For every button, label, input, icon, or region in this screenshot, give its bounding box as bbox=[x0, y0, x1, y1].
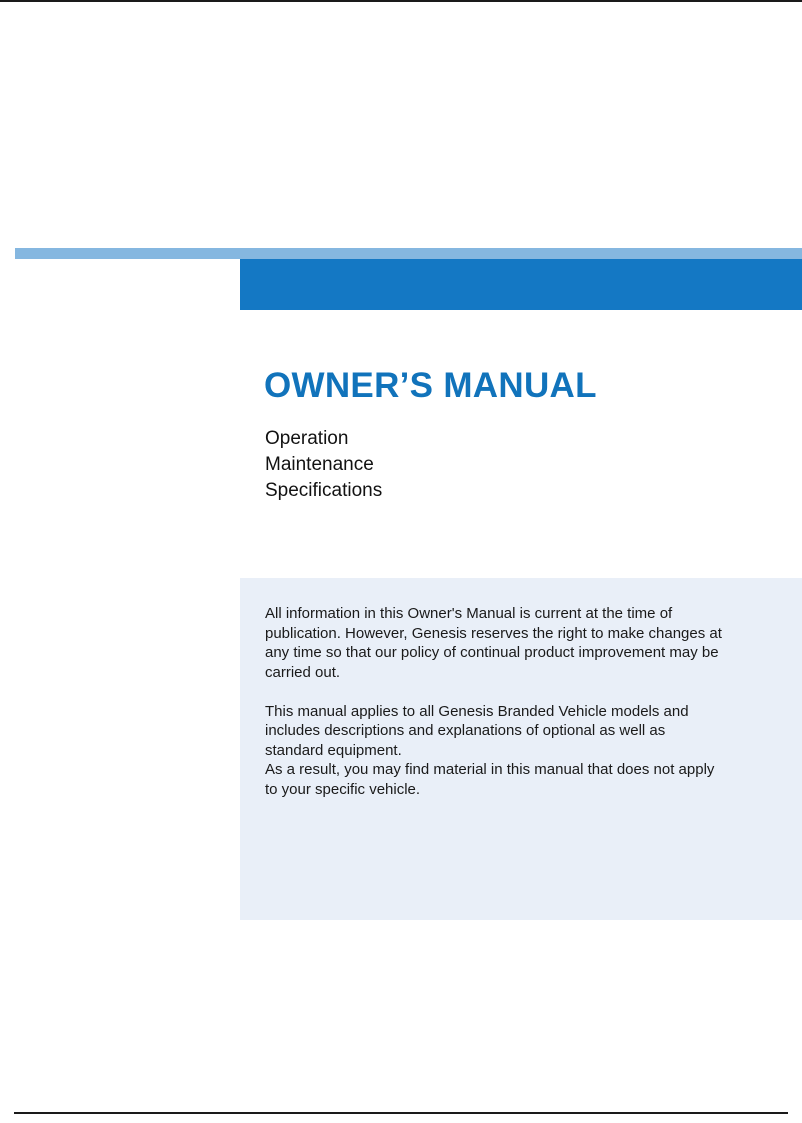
info-paragraph-publication: All information in this Owner's Manual is current at the time of publication. However, Genesis reserves the right to make changes at any time so that our policy of continual product improvement may be carried out. bbox=[265, 605, 722, 681]
subtitle-list bbox=[265, 426, 382, 504]
info-box bbox=[240, 578, 802, 920]
subtitle-line-specifications: Specifications bbox=[265, 480, 383, 501]
info-paragraph-applicability: As a result, you may find material in this manual that does not apply to your specific vehicle. bbox=[265, 761, 715, 798]
subtitle-line-operation: Operation bbox=[265, 428, 349, 449]
info-paragraph-models: This manual applies to all Genesis Branded Vehicle models and includes descriptions and explanations of optional as well as standard equipment. bbox=[265, 702, 689, 759]
subtitle-line-maintenance: Maintenance bbox=[265, 454, 374, 475]
accent-block-dark bbox=[240, 259, 802, 310]
accent-bar-light bbox=[15, 248, 802, 259]
page-title: OWNER’S MANUAL bbox=[264, 366, 597, 405]
top-rule bbox=[0, 0, 802, 2]
bottom-rule bbox=[14, 1112, 788, 1114]
